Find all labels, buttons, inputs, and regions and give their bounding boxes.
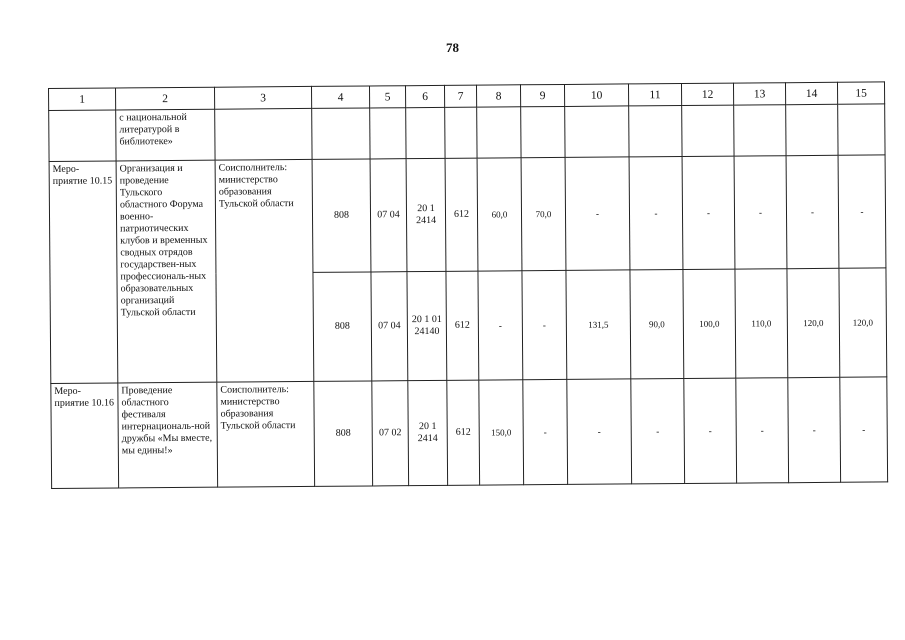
cell bbox=[838, 104, 885, 155]
measure-description: с национальной литературой в библиотеке» bbox=[116, 109, 215, 161]
table-cell: 07 04 bbox=[371, 272, 408, 381]
table-cell: 90,0 bbox=[630, 270, 684, 379]
table-cell: 07 02 bbox=[372, 381, 409, 486]
table-cell: - bbox=[523, 379, 568, 484]
cell bbox=[312, 108, 370, 159]
measure-description: Проведение областного фестиваля интернациональ-ной дружбы «Мы вместе, мы едины!» bbox=[118, 382, 218, 488]
table-cell: - bbox=[478, 271, 523, 380]
table-cell: 808 bbox=[313, 272, 372, 381]
table-cell: 612 bbox=[445, 158, 478, 271]
header-cell: 12 bbox=[681, 83, 733, 105]
table-cell: 808 bbox=[314, 381, 373, 486]
cell bbox=[370, 108, 406, 159]
header-cell: 13 bbox=[733, 83, 785, 105]
measure-description: Организация и проведение Тульского областного Форума военно-патриотических клубов и временных сводных отрядов государствен-ных профессиональ-ных образовательных организаций Тульской области bbox=[116, 160, 217, 383]
table-cell: 612 bbox=[447, 380, 480, 485]
page-number: 78 bbox=[446, 40, 459, 55]
budget-table bbox=[48, 81, 888, 489]
table-cell: 07 04 bbox=[370, 159, 407, 272]
table-cell: - bbox=[838, 155, 886, 268]
header-cell: 5 bbox=[369, 86, 405, 108]
header-cell: 15 bbox=[837, 82, 884, 104]
header-cell: 2 bbox=[116, 87, 215, 110]
header-cell: 7 bbox=[444, 85, 476, 107]
measure-executor: Соисполнитель: министерство образования Тульской области bbox=[215, 159, 314, 382]
cell bbox=[477, 107, 521, 158]
table-cell: - bbox=[736, 378, 789, 483]
table-row-continued bbox=[49, 104, 885, 162]
table-cell: - bbox=[565, 157, 630, 270]
table-cell: 150,0 bbox=[479, 380, 524, 485]
measure-id: Меро-приятие 10.16 bbox=[51, 383, 119, 489]
table-cell: - bbox=[682, 156, 735, 269]
cell bbox=[49, 110, 116, 162]
table-cell: - bbox=[629, 157, 683, 270]
table-cell: 100,0 bbox=[683, 269, 736, 378]
cell bbox=[786, 104, 838, 155]
measure-executor: Соисполнитель: министерство образования Тульской области bbox=[217, 381, 315, 487]
table-row-1015a bbox=[49, 155, 886, 275]
measure-id: Меро-приятие 10.15 bbox=[49, 161, 118, 384]
table-cell: 120,0 bbox=[839, 268, 887, 377]
cell bbox=[521, 106, 565, 157]
cell bbox=[445, 107, 477, 158]
header-cell: 6 bbox=[405, 85, 444, 107]
budget-table-sheet bbox=[48, 81, 887, 489]
table-cell: 612 bbox=[446, 271, 479, 380]
table-cell: 131,5 bbox=[566, 270, 631, 379]
cell bbox=[629, 106, 682, 157]
table-row-1016 bbox=[51, 377, 888, 489]
header-cell: 1 bbox=[49, 88, 116, 111]
table-cell: 20 1 2414 bbox=[408, 380, 448, 485]
header-cell: 9 bbox=[520, 84, 564, 106]
table-cell: 120,0 bbox=[787, 268, 840, 377]
header-cell: 14 bbox=[785, 82, 837, 104]
table-cell: - bbox=[631, 379, 685, 484]
header-cell: 11 bbox=[628, 84, 681, 106]
table-cell: - bbox=[684, 378, 737, 483]
table-cell: 808 bbox=[312, 159, 371, 272]
table-cell: - bbox=[734, 156, 787, 269]
table-cell: 70,0 bbox=[521, 157, 566, 270]
cell bbox=[406, 107, 445, 158]
cell bbox=[734, 105, 786, 156]
cell bbox=[215, 108, 312, 160]
table-cell: - bbox=[788, 377, 841, 482]
table-cell: 110,0 bbox=[735, 269, 788, 378]
header-cell: 3 bbox=[214, 86, 311, 109]
table-cell: - bbox=[567, 379, 632, 484]
table-cell: 20 1 01 24140 bbox=[407, 271, 447, 380]
table-cell: - bbox=[840, 377, 888, 482]
table-cell: - bbox=[522, 270, 567, 379]
header-cell: 4 bbox=[311, 86, 369, 108]
cell bbox=[565, 106, 629, 158]
header-cell: 8 bbox=[476, 85, 520, 107]
cell bbox=[682, 105, 734, 156]
header-cell: 10 bbox=[564, 84, 628, 107]
table-cell: 20 1 2414 bbox=[406, 158, 446, 271]
table-cell: - bbox=[786, 155, 839, 268]
table-cell: 60,0 bbox=[477, 158, 522, 271]
